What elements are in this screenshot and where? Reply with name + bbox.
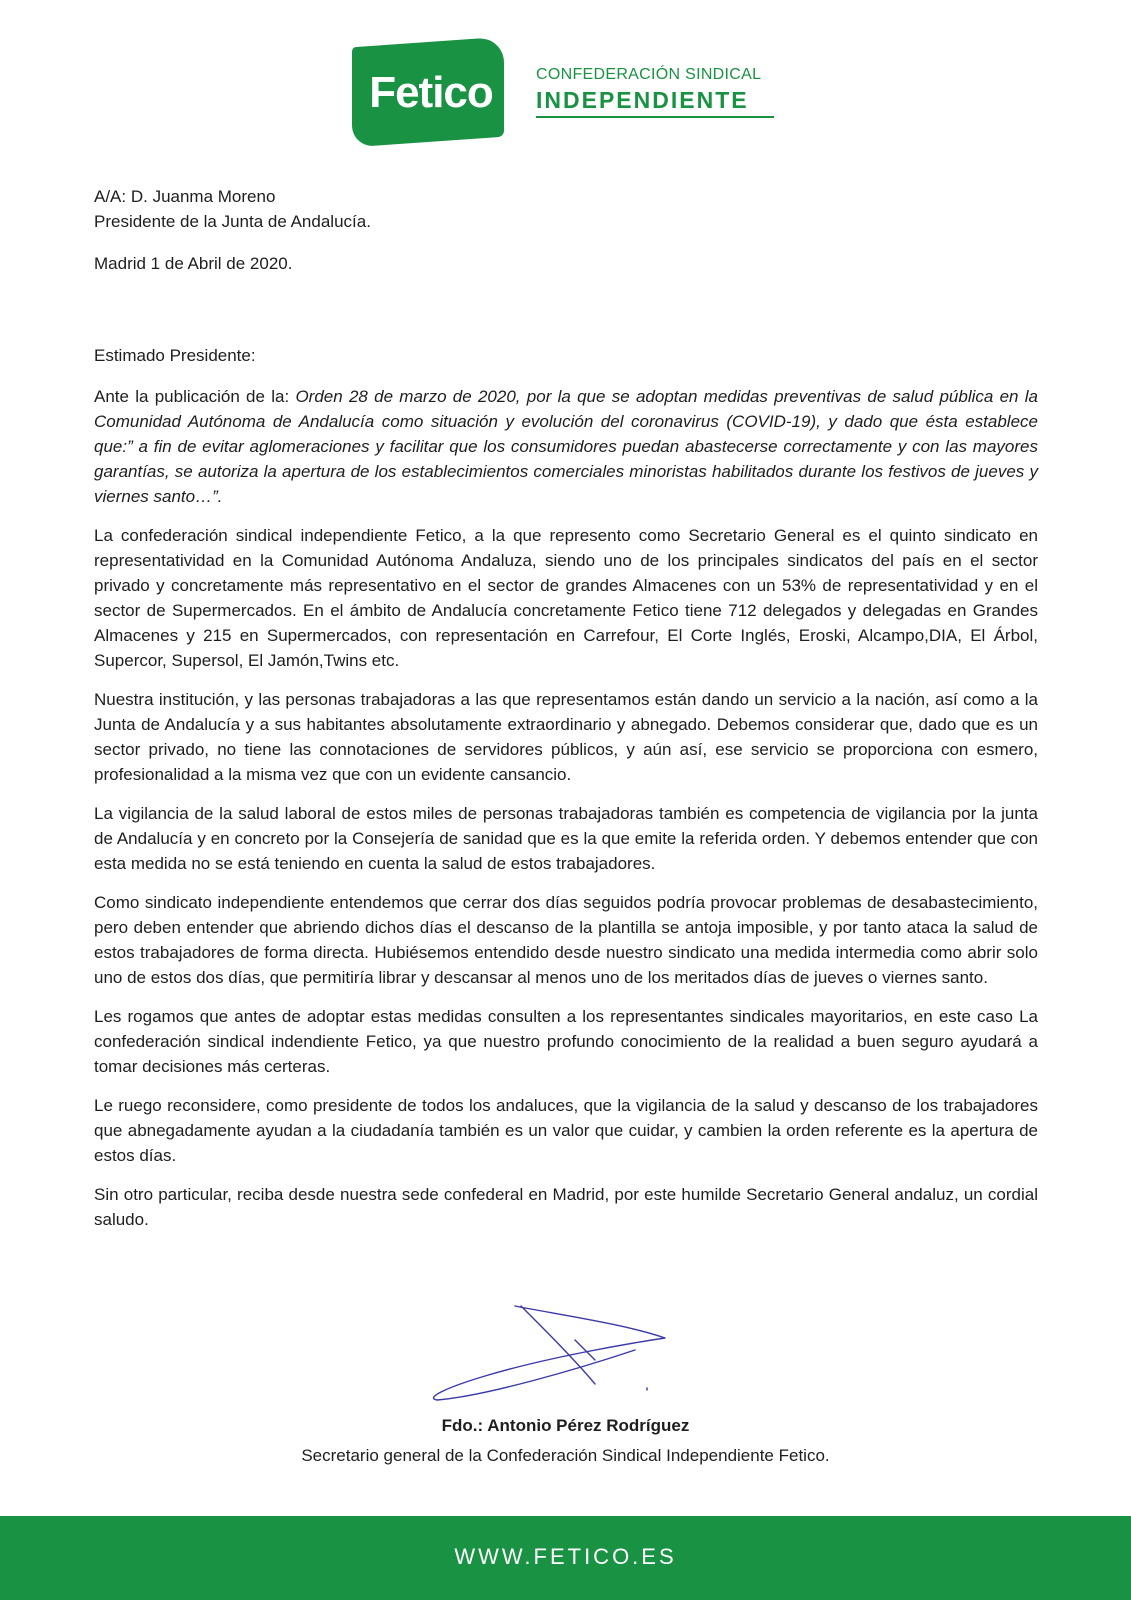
letterhead bbox=[352, 42, 782, 147]
logo-text: Fetico bbox=[369, 68, 493, 117]
signer-role: Secretario general de la Confederación Sindical Independiente Fetico. bbox=[301, 1446, 830, 1465]
confederation-line2: INDEPENDIENTE bbox=[536, 87, 749, 113]
intro-quote: Orden 28 de marzo de 2020, por la que se adoptan medidas preventivas de salud pública en la Comunidad Autónoma de Andalucía como situación y evolución del coronavirus (COVID-19), y dado que ésta establece que:” a fin de evitar aglomeraciones y facilitar que los consumidores puedan abastecerse correctamente y con las mayores garantías, se autoriza la apertura de los establecimientos comerciales minoristas habilitados durante los festivos de jueves y viernes santo…”. bbox=[94, 387, 1038, 506]
website-link[interactable]: WWW.FETICO.ES bbox=[454, 1544, 677, 1569]
signer-name: Fdo.: Antonio Pérez Rodríguez bbox=[441, 1416, 690, 1435]
recipient-block bbox=[94, 184, 1038, 234]
confederation-line1: CONFEDERACIÓN SINDICAL bbox=[536, 66, 762, 83]
intro-lead: Ante la publicación de la: bbox=[94, 387, 296, 406]
date-line: Madrid 1 de Abril de 2020. bbox=[94, 254, 293, 273]
recipient-line1: A/A: D. Juanma Moreno bbox=[94, 187, 276, 206]
body-paragraph: La confederación sindical independiente Fetico, a la que represento como Secretario General es el quinto sindicato en representatividad en la Comunidad Autónoma Andaluza, siendo uno de los principales sindicatos del país en el sector privado y concretamente más representativo en el sector de grandes Almacenes con un 53% de representatividad y en el sector de Supermercados. En el ámbito de Andalucía concretamente Fetico tiene 712 delegados y delegadas en Grandes Almacenes y 215 en Supermercados, con representación en Carrefour, El Corte Inglés, Eroski, Alcampo,DIA, El Árbol, Supercor, Supersol, El Jamón,Twins etc. bbox=[94, 526, 1038, 670]
body-paragraph: Les rogamos que antes de adoptar estas medidas consulten a los representantes sindicales mayoritarios, en este caso La confederación sindical indendiente Fetico, ya que nuestro profundo conocimiento de la realidad a buen seguro ayudará a tomar decisiones más certeras. bbox=[94, 1007, 1038, 1076]
footer-bar bbox=[0, 1516, 1131, 1600]
signature-stroke bbox=[434, 1306, 665, 1400]
body-paragraph: La vigilancia de la salud laboral de estos miles de personas trabajadoras también es competencia de vigilancia por la junta de Andalucía y en concreto por la Consejería de sanidad que es la que emite la referida orden. Y debemos entender que con esta medida no se está teniendo en cuenta la salud de estos trabajadores. bbox=[94, 804, 1038, 873]
intro-paragraph bbox=[94, 384, 1038, 509]
body-paragraph: Como sindicato independiente entendemos que cerrar dos días seguidos podría provocar problemas de desabastecimiento, pero deben entender que abriendo dichos días el descanso de la plantilla se antoja imposible, y por tanto ataca la salud de estos trabajadores de forma directa. Hubiésemos entendido desde nuestro sindicato una medida intermedia como abrir solo uno de estos dos días, que permitiría librar y descansar al menos uno de los meritados días de jueves o viernes santo. bbox=[94, 893, 1038, 987]
handwritten-signature bbox=[425, 1300, 685, 1410]
closing-paragraph: Sin otro particular, reciba desde nuestra sede confederal en Madrid, por este humilde Secretario General andaluz, un cordial saludo. bbox=[94, 1185, 1038, 1229]
body-paragraph: Nuestra institución, y las personas trabajadoras a las que representamos están dando un servicio a la nación, así como a la Junta de Andalucía y a sus habitantes absolutamente extraordinario y abnegado. Debemos considerar que, dado que es un sector privado, no tiene las connotaciones de servidores públicos, y aún así, ese servicio se proporciona con esmero, profesionalidad a la misma vez que con un evidente cansancio. bbox=[94, 690, 1038, 784]
letter-body bbox=[94, 384, 1038, 1246]
body-paragraph: Le ruego reconsidere, como presidente de todos los andaluces, que la vigilancia de la salud y descanso de los trabajadores que abnegadamente ayudan a la ciudadanía también es un valor que cuidar, y cambien la orden referente es la apertura de estos días. bbox=[94, 1096, 1038, 1165]
header-divider bbox=[536, 116, 774, 118]
greeting: Estimado Presidente: bbox=[94, 346, 256, 365]
recipient-line2: Presidente de la Junta de Andalucía. bbox=[94, 212, 371, 231]
